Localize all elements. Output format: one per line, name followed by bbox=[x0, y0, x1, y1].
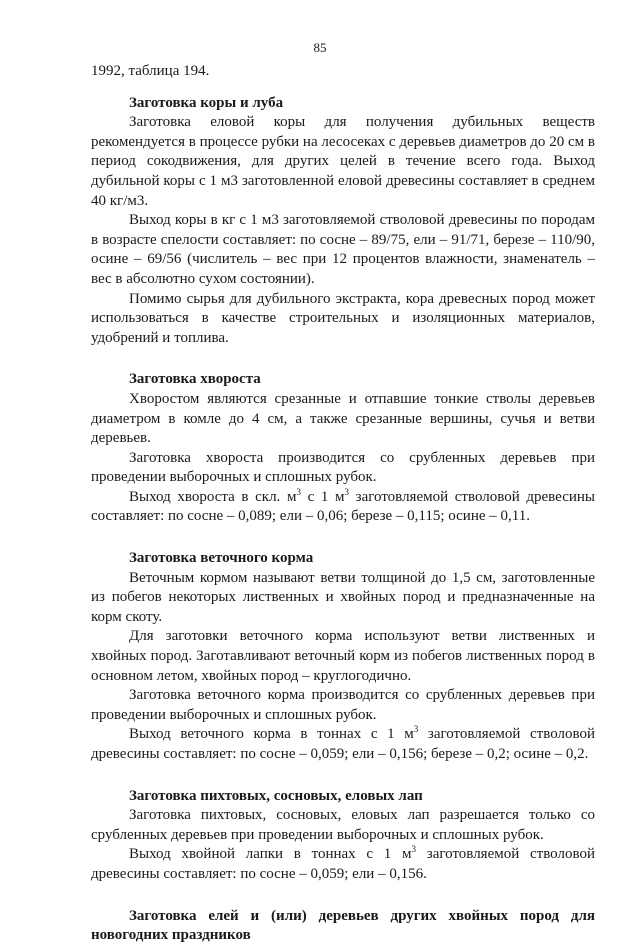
section-heading: Заготовка хвороста bbox=[129, 371, 261, 388]
paragraph: Заготовка хвороста производится со срубленных деревьев при проведении выборочных и сплошных рубок. bbox=[91, 449, 595, 486]
superscript: 3 bbox=[344, 486, 350, 497]
paragraph: Заготовка веточного корма производится со срубленных деревьев при проведении выборочных и сплошных рубок. bbox=[91, 687, 595, 723]
page-content bbox=[91, 62, 595, 946]
superscript: 3 bbox=[411, 844, 417, 855]
text-fragment: заготовляемой стволовой древесины составляет: по сосне – 0,059; ели – 0,156; березе – 0,2; осине – 0,2. bbox=[91, 726, 595, 762]
section-heading: Заготовка елей и (или) деревьев других хвойных пород для новогодних праздников bbox=[91, 907, 595, 944]
superscript: 3 bbox=[296, 486, 301, 497]
paragraph: Для заготовки веточного корма используют ветви лиственных и хвойных пород. Заготавливают веточный корм из побегов лиственных пород в основном летом, хвойных пород – круглогодично. bbox=[91, 628, 595, 684]
intro-line: 1992, таблица 194. bbox=[91, 63, 210, 79]
paragraph: Хворостом являются срезанные и отпавшие тонкие стволы деревьев диаметром в комле до 4 см, а также срезанные вершины, сучья и ветви деревьев. bbox=[91, 390, 595, 447]
yield-paragraph bbox=[91, 488, 595, 527]
paragraph: Заготовка еловой коры для получения дубильных веществ рекомендуется в процессе рубки на лесосеках с деревьев диаметров до 20 см в период сокодвижения, для других целей в течение всего года. Выход дубильной коры с 1 м3 заготовленной еловой древесины составляет в среднем 40 кг/м3. bbox=[91, 114, 595, 209]
yield-paragraph bbox=[91, 845, 595, 884]
section-heading: Заготовка пихтовых, сосновых, еловых лап bbox=[129, 787, 423, 804]
section-heading: Заготовка коры и луба bbox=[129, 94, 284, 111]
text-fragment: заготовляемой стволовой древесины составляет: по сосне – 0,089; ели – 0,06; березе – 0,115; осине – 0,11. bbox=[91, 488, 595, 525]
paragraph: Заготовка пихтовых, сосновых, еловых лап разрешается только со срубленных деревьев при проведении выборочных и сплошных рубок. bbox=[91, 807, 595, 843]
text-fragment: с 1 м bbox=[300, 488, 345, 505]
text-fragment: Выход хвороста в скл. м bbox=[129, 488, 297, 505]
section-heading: Заготовка веточного корма bbox=[129, 550, 314, 567]
page-number: 85 bbox=[313, 40, 327, 55]
paragraph: Выход коры в кг с 1 м3 заготовляемой стволовой древесины по породам в возрасте спелости составляет: по сосне – 89/75, ели – 91/71, березе – 110/90, осине – 69/56 (числитель – вес при 12 процентов влажности, знаменатель – вес в абсолютно сухом состоянии). bbox=[91, 212, 595, 287]
yield-paragraph bbox=[91, 725, 595, 764]
paragraph: Помимо сырья для дубильного экстракта, кора древесных пород может использоваться в качестве строительных и изоляционных материалов, удобрений и топлива. bbox=[91, 290, 595, 346]
paragraph: Веточным кормом называют ветви толщиной до 1,5 см, заготовленные из побегов некоторых лиственных и хвойных пород и предназначенные на корм скоту. bbox=[91, 569, 595, 625]
text-fragment: Выход хвойной лапки в тоннах с 1 м bbox=[129, 846, 412, 863]
text-fragment: Выход веточного корма в тоннах с 1 м bbox=[129, 726, 414, 743]
superscript: 3 bbox=[413, 724, 419, 735]
text-fragment: заготовляемой стволовой древесины составляет: по сосне – 0,059; ели – 0,156. bbox=[91, 846, 595, 882]
